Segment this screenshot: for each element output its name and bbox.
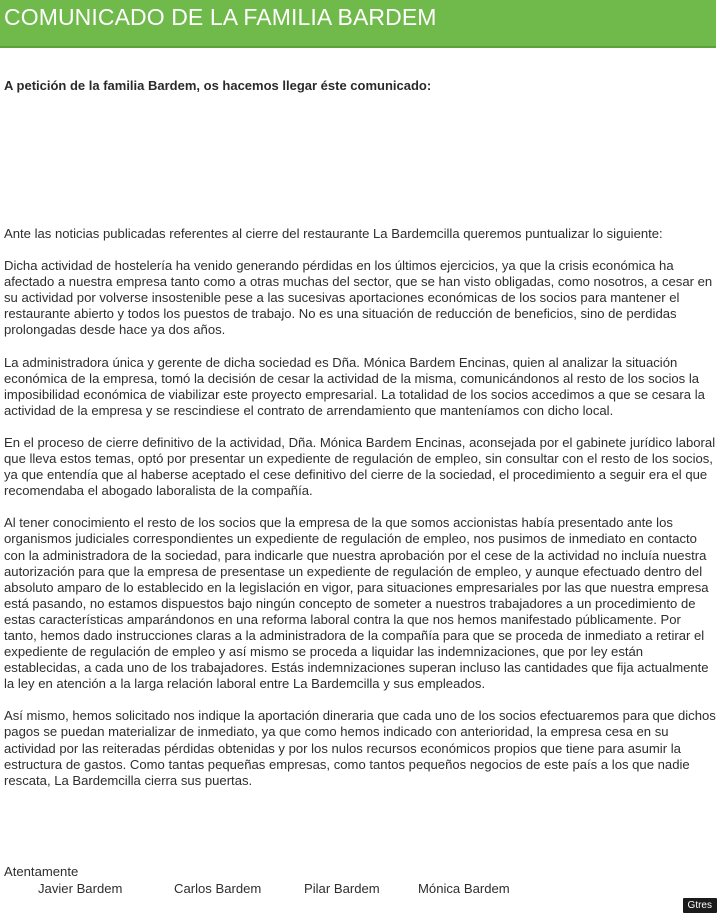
signature-row bbox=[0, 881, 720, 899]
paragraph: La administradora única y gerente de dicha sociedad es Dña. Mónica Bardem Encinas, quien al analizar la situación económica de la empresa, tomó la decisión de cesar la actividad de la misma, comunicándonos al resto de los socios la imposibilidad económica de viabilizar este proyecto empresarial. La totalidad de los socios accedimos a que se cesara la actividad de la empresa y se rescindiese el contrato de arrendamiento que manteníamos con dicho local. bbox=[4, 354, 705, 418]
document-title: COMUNICADO DE LA FAMILIA BARDEM bbox=[4, 4, 437, 30]
paragraph: Así mismo, hemos solicitado nos indique la aportación dineraria que cada uno de los socios efectuaremos para que dichos pagos se puedan materializar de inmediato, ya que como hemos indicado con anterioridad, la empresa cesa en su actividad por las reiteradas pérdidas obtenidas y por los nulos recursos económicos propios que tiene para asumir la estructura de gastos. Como tantas pequeñas empresas, como tantos pequeños negocios de este país a los que nadie rescata, La Bardemcilla cierra sus puertas. bbox=[4, 708, 716, 788]
signature-monica: Mónica Bardem bbox=[418, 881, 510, 896]
signature-carlos: Carlos Bardem bbox=[174, 881, 262, 896]
paragraph: Dicha actividad de hostelería ha venido generando pérdidas en los últimos ejercicios, ya que la crisis económica ha afectado a nuestra empresa tanto como a otras muchas del sector, que se han visto obligadas, como nosotros, a cesar en su actividad por volverse insostenible pese a las sucesivas aportaciones económicas de los socios para mantener el restaurante abierto y todos los puestos de trabajo. No es una situación de reducción de beneficios, sino de perdidas prolongadas desde hace ya dos años. bbox=[4, 258, 713, 338]
paragraph: En el proceso de cierre definitivo de la actividad, Dña. Mónica Bardem Encinas, aconsejada por el gabinete jurídico laboral que lleva estos temas, optó por presentar un expediente de regulación de empleo, sin consultar con el resto de los socios, ya que entendía que al haberse aceptado el cese definitivo del cierre de la sociedad, el procedimiento a seguir era el que recomendaba el abogado laboralista de la compañía. bbox=[4, 434, 716, 499]
paragraph: Ante las noticias publicadas referentes al cierre del restaurante La Bardemcilla queremos puntualizar lo siguiente: bbox=[4, 226, 663, 241]
signature-pilar: Pilar Bardem bbox=[304, 881, 380, 896]
closing-line: Atentamente bbox=[4, 864, 79, 879]
paragraph: Al tener conocimiento el resto de los socios que la empresa de la que somos accionistas había presentado ante los organismos judiciales correspondientes un expediente de regulación de empleo, nos pusimos de inmediato en contacto con la administradora de la sociedad, para indicarle que nuestra aprobación por el cese de la actividad no incluía nuestra autorización para que la empresa de presentase un expediente de regulación de empleo, y aunque efectuado dentro del absoluto amparo de lo establecido en la legislación en vigor, para situaciones empresariales por las que nuestra empresa está pasando, no estamos dispuestos bajo ningún concepto de someter a nuestros trabajadores a un procedimiento de estas características amparándonos en una reforma laboral contra la que nos hemos manifestado públicamente. Por tanto, hemos dado instrucciones claras a la administradora de la compañía para que se proceda de inmediato a retirar el expediente de regulación de empleo y así mismo se proceda a liquidar las indemnizaciones, que por ley están establecidas, a cada uno de los trabajadores. Estás indemnizaciones superan incluso las cantidades que fija actualmente la ley en atención a la larga relación laboral entre La Bardemcilla y sus empleados. bbox=[4, 515, 709, 692]
title-banner bbox=[0, 0, 716, 48]
signature-javier: Javier Bardem bbox=[38, 881, 123, 896]
intro-line: A petición de la familia Bardem, os hacemos llegar éste comunicado: bbox=[4, 78, 432, 93]
agency-watermark: Gtres bbox=[683, 898, 717, 913]
statement-body bbox=[4, 226, 716, 805]
